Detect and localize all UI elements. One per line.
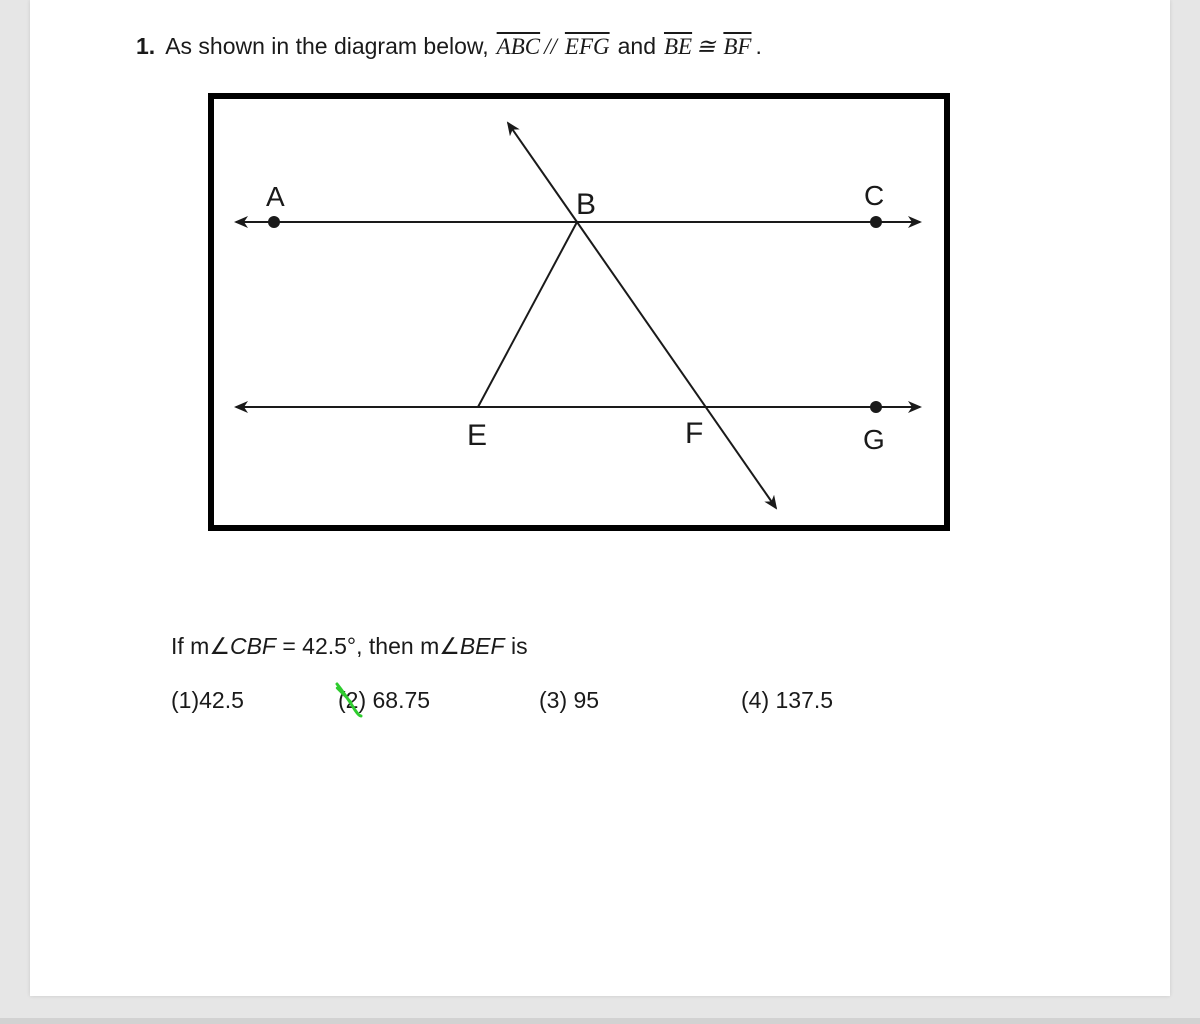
parallel-symbol: // xyxy=(544,34,557,59)
choice-2-value: 68.75 xyxy=(372,687,431,713)
segment-bf: $\overline{BF}$ xyxy=(723,34,752,59)
label-g: G xyxy=(863,424,885,455)
choice-4[interactable] xyxy=(741,687,833,714)
checkmark-icon xyxy=(333,680,373,720)
followup-prefix: If m∠ xyxy=(171,633,230,659)
angle-bef: BEF xyxy=(459,633,505,659)
choice-3[interactable] xyxy=(539,687,599,714)
point-c xyxy=(870,216,882,228)
choice-3-label: (3) xyxy=(539,687,568,713)
choice-4-value: 137.5 xyxy=(775,687,834,713)
choice-4-label: (4) xyxy=(741,687,770,713)
choice-1[interactable] xyxy=(171,687,244,714)
question-stem xyxy=(136,33,762,60)
segment-efg: $\overline{EFG}$ xyxy=(564,34,610,59)
label-a: A xyxy=(266,181,285,212)
segment-be: $\overline{BE}$ xyxy=(663,34,693,59)
followup-suffix: is xyxy=(504,633,528,659)
choice-2-label: (2) xyxy=(338,687,367,713)
label-e: E xyxy=(467,419,488,452)
choice-1-value: 42.5 xyxy=(199,687,244,713)
point-a xyxy=(268,216,280,228)
label-f: F xyxy=(685,417,704,450)
question-number: 1. xyxy=(136,33,156,59)
question-intro: As shown in the diagram below, xyxy=(165,33,489,59)
follow-up-question xyxy=(171,633,528,660)
label-b: B xyxy=(576,188,597,221)
choice-3-value: 95 xyxy=(573,687,600,713)
angle-cbf: CBF xyxy=(229,633,276,659)
period: . xyxy=(755,33,762,59)
followup-middle: = 42.5°, then m∠ xyxy=(275,633,460,659)
diagram-border xyxy=(211,96,947,528)
choice-1-label: (1) xyxy=(171,687,200,713)
point-g xyxy=(870,401,882,413)
label-c: C xyxy=(864,180,885,211)
conjunction: and xyxy=(617,33,656,59)
next-page-edge xyxy=(0,1018,1200,1024)
segment-abc: $\overline{ABC}$ xyxy=(496,34,541,59)
congruent-symbol: ≅ xyxy=(696,34,716,59)
geometry-diagram xyxy=(208,93,950,533)
